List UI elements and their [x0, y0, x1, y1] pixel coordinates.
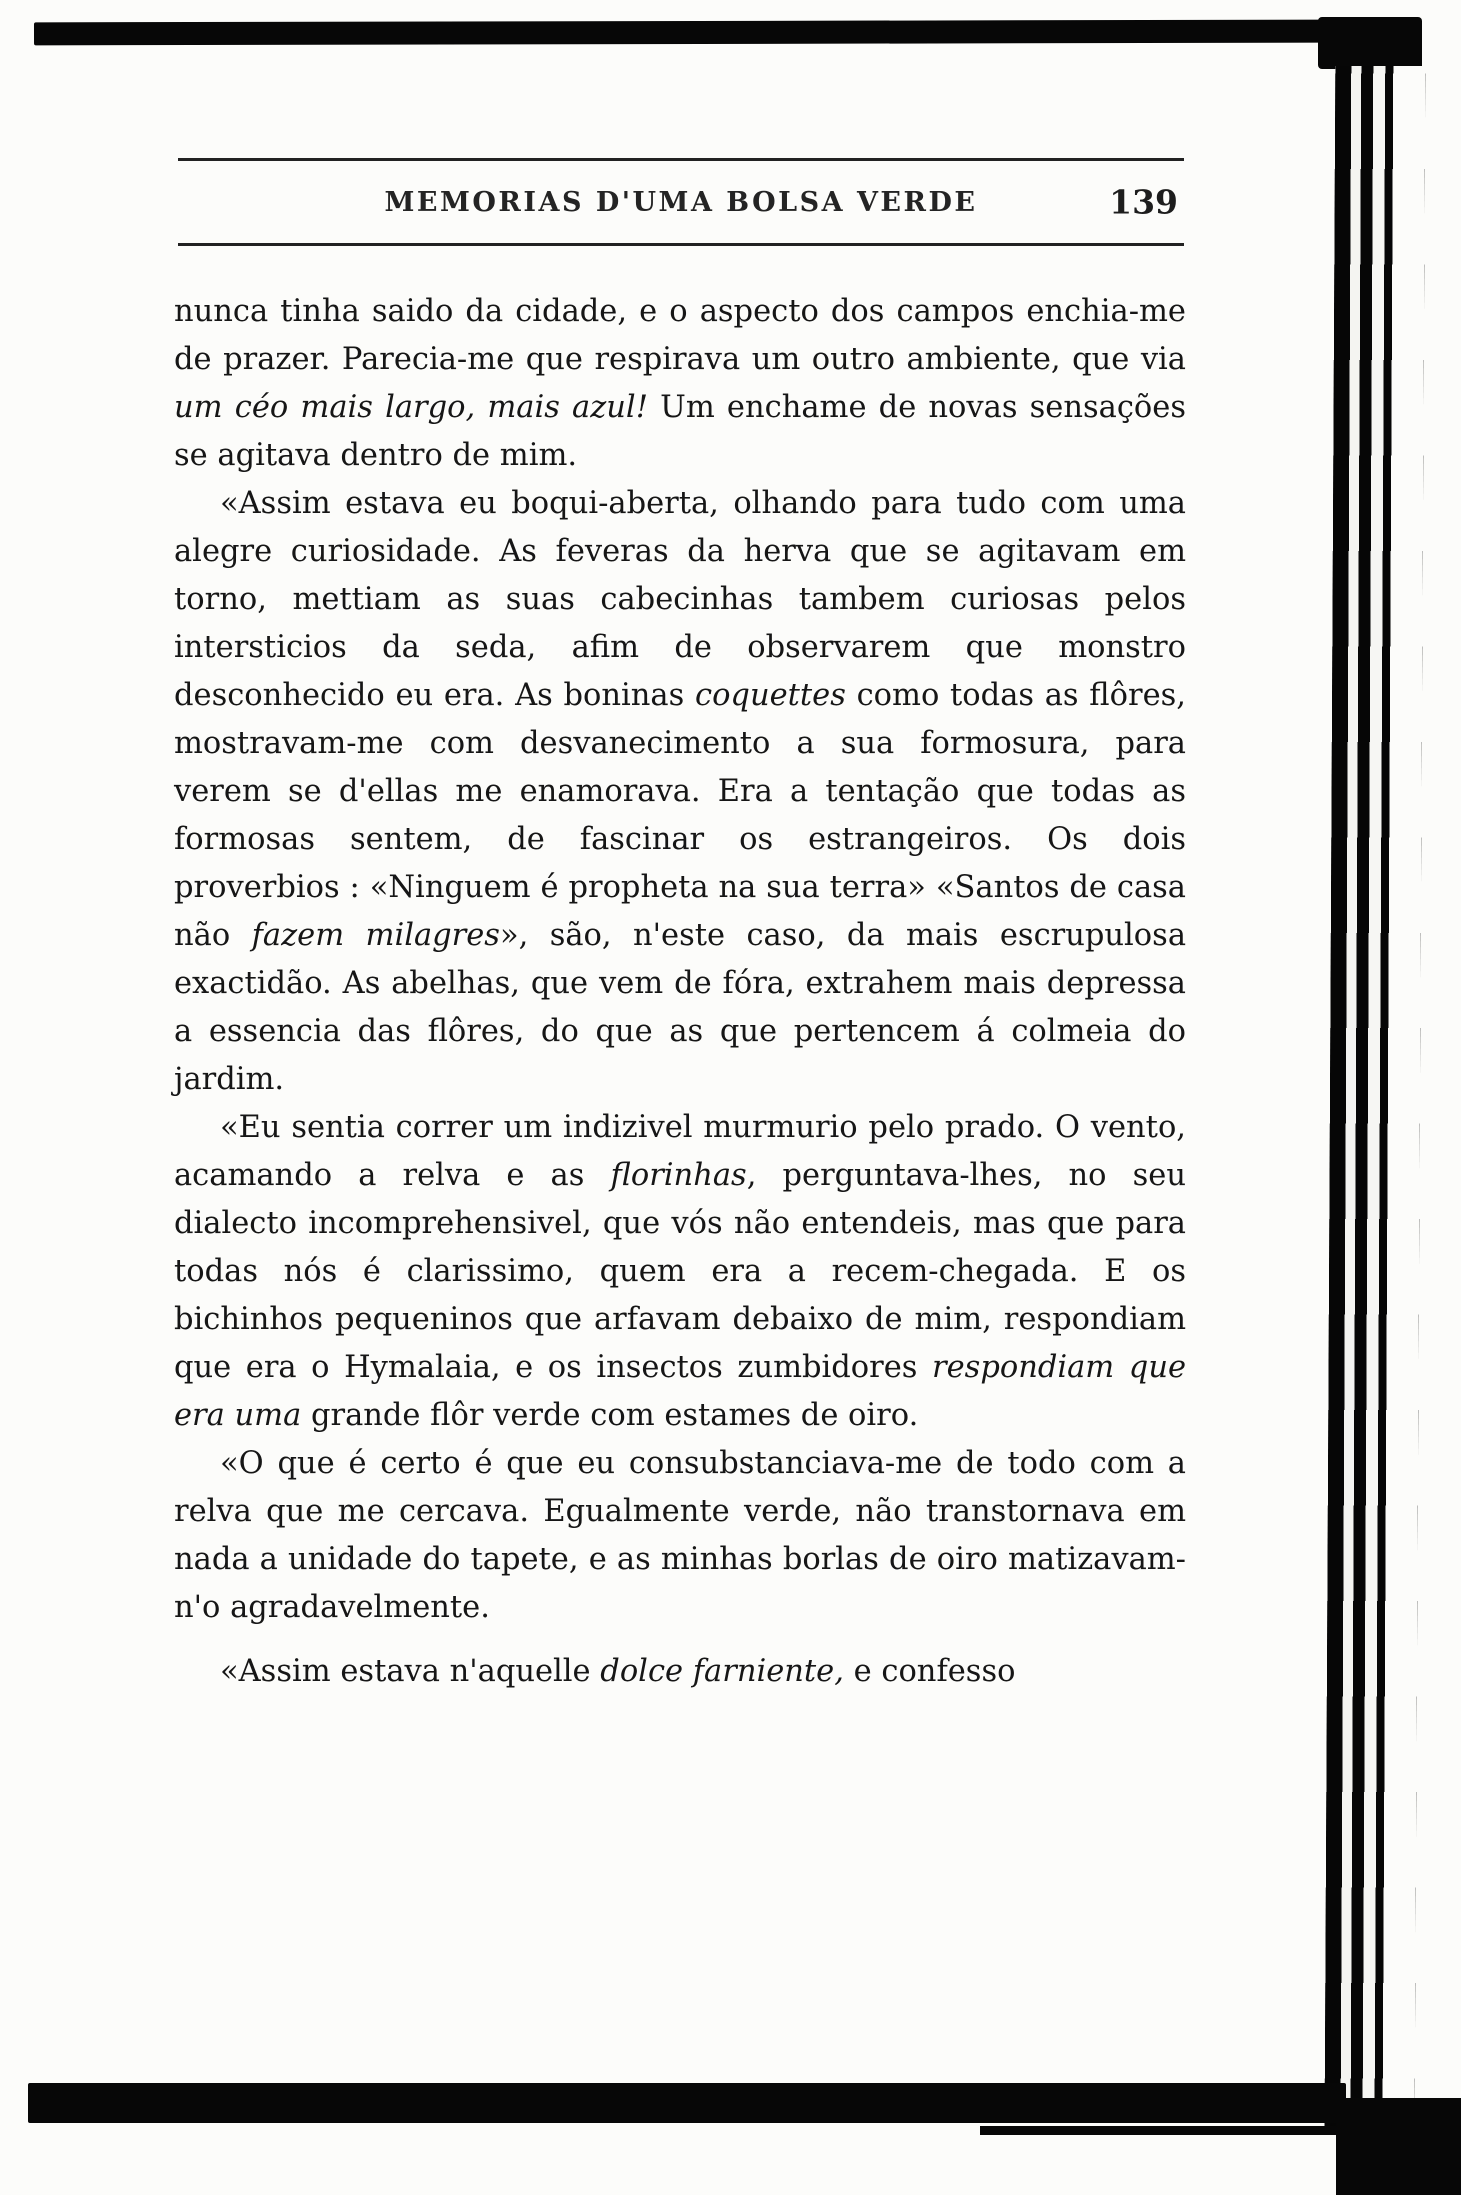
scan-artifact-gutter-cap	[1328, 24, 1422, 66]
text-run: «O que é certo é que eu consubstanciava-me de todo com a relva que me cercava. Egualmente verde, não transtornava em nada a unidade do tapete, e as minhas borlas de oiro matizavam-n'o agradavelmente.	[174, 1446, 1186, 1625]
text-run: como todas as flôres, mostravam-me com desvanecimento a sua formosura, para verem se d'ellas me enamorava. Era a tentação que todas as formosas sentem, de fascinar os estrangeiros. Os dois proverbios : «Ninguem é propheta na sua terra» «Santos de casa não	[174, 678, 1186, 953]
italic-text-run: coquettes	[694, 678, 846, 713]
italic-text-run: florinhas	[610, 1158, 747, 1193]
text-run: », são, n'este caso, da mais escrupulosa exactidão. As abelhas, que vem de fóra, extrahem mais depressa a essencia das flôres, do que as que pertencem á colmeia do jardim.	[174, 918, 1186, 1097]
page-number: 139	[1109, 182, 1178, 222]
scan-artifact-bottom-right-block	[1336, 2098, 1461, 2195]
running-title: MEMORIAS D'UMA BOLSA VERDE	[384, 186, 978, 218]
text-run: e confesso	[843, 1654, 1016, 1689]
paragraph	[174, 1648, 1186, 1696]
paragraph	[174, 288, 1186, 480]
text-run: , perguntava-lhes, no seu dialecto incomprehensivel, que vós não entendeis, mas que para todas nós é clarissimo, quem era a recem-chegada. E os bichinhos pequeninos que arfavam debaixo de mim, respondiam que era o Hymalaia, e os insectos zumbidores	[174, 1158, 1186, 1385]
paragraph	[174, 480, 1186, 1104]
italic-text-run: respondiam que era uma	[174, 1350, 1187, 1433]
text-run: «Assim estava eu boqui-aberta, olhando para tudo com uma alegre curiosidade. As feveras da herva que se agitavam em torno, mettiam as suas cabecinhas tambem curiosas pelos intersticios da seda, afim de observarem que monstro desconhecido eu era. As boninas	[174, 486, 1186, 713]
header-row	[178, 161, 1184, 243]
text-run: «Assim estava n'aquelle	[220, 1654, 601, 1689]
italic-text-run: fazem milagres	[251, 918, 500, 953]
paragraph	[174, 1440, 1186, 1632]
page-header	[178, 158, 1184, 246]
body-text	[174, 288, 1186, 1696]
paragraph	[174, 1104, 1186, 1440]
italic-text-run: um céo mais largo, mais azul!	[174, 390, 648, 425]
italic-text-run: dolce farniente,	[600, 1654, 844, 1689]
scan-artifact-bottom-bar	[28, 2083, 1346, 2123]
text-run: grande flôr verde com estames de oiro.	[301, 1398, 919, 1433]
text-run: «Eu sentia correr um indizivel murmurio pelo prado. O vento, acamando a relva e as	[174, 1110, 1186, 1193]
scan-artifact-top-bar	[34, 20, 1328, 46]
text-run: nunca tinha saido da cidade, e o aspecto dos campos enchia-me de prazer. Parecia-me que respirava um outro ambiente, que via	[174, 294, 1186, 377]
text-run: Um enchame de novas sensações se agitava dentro de mim.	[174, 390, 1186, 473]
scan-artifact-gutter-stripes	[1325, 26, 1426, 2126]
header-rule-bottom	[178, 243, 1184, 246]
